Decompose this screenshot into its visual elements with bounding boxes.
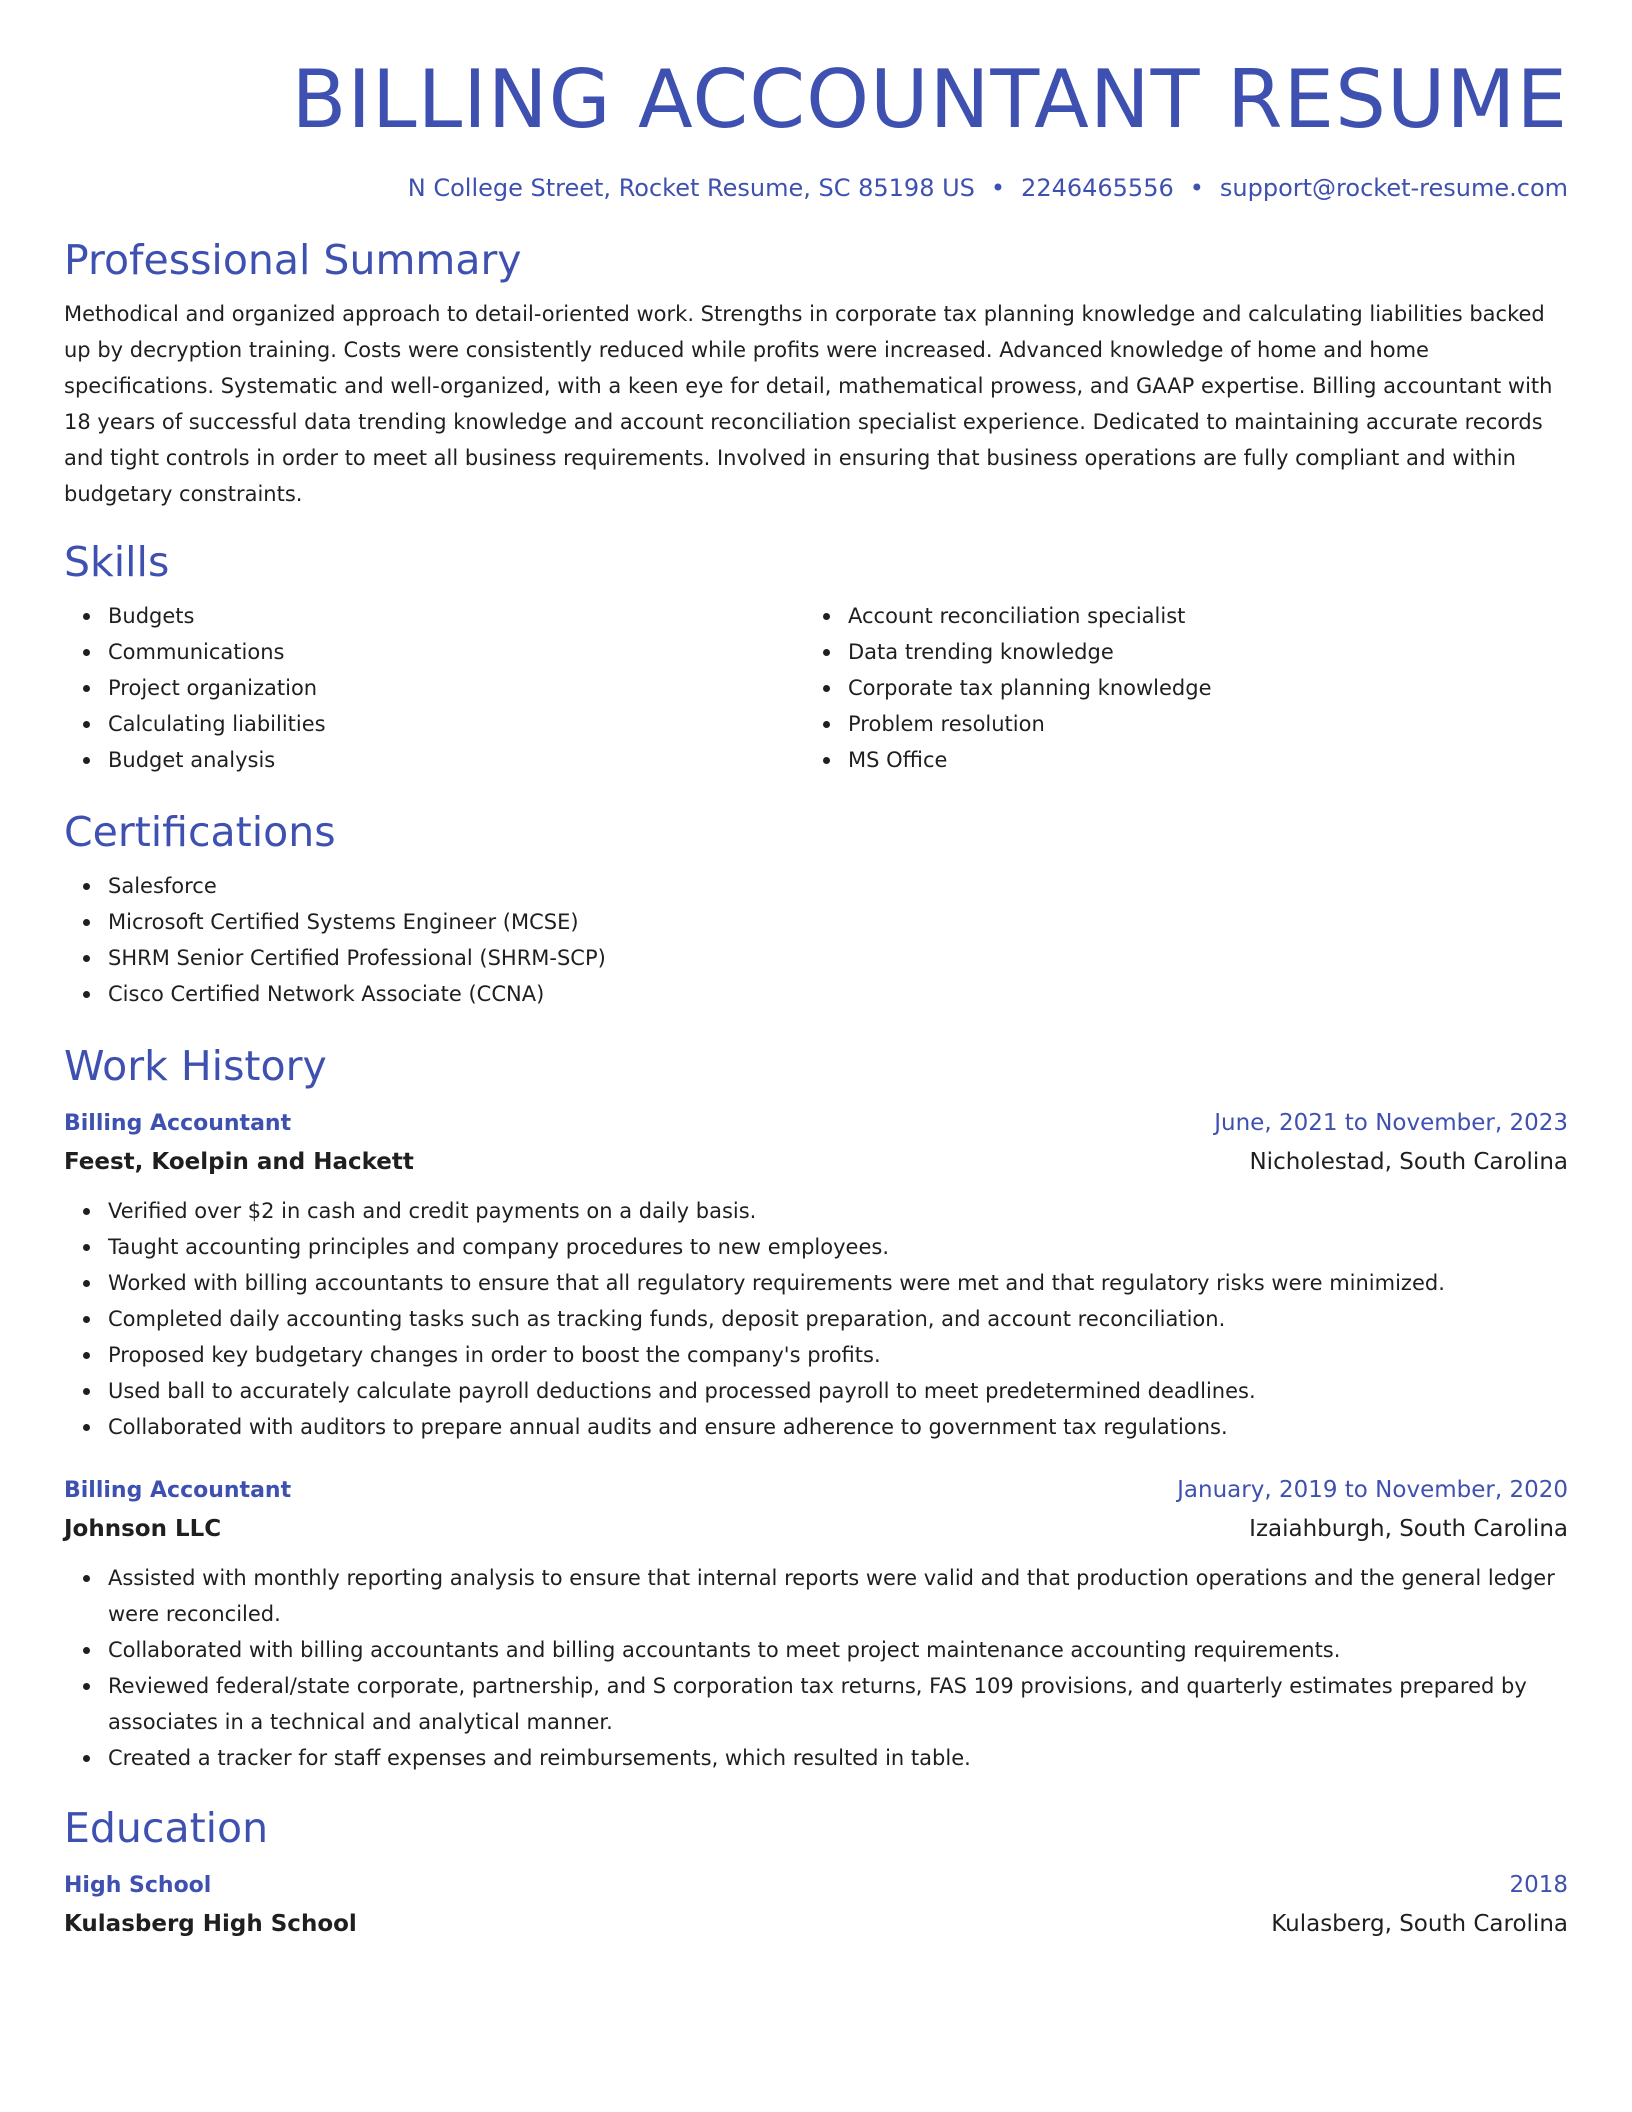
- skills-list-right: [804, 598, 1568, 778]
- job-duty-item: Taught accounting principles and company procedures to new employees.: [108, 1229, 1568, 1265]
- job-duty-item: Used ball to accurately calculate payroll deductions and processed payroll to meet predetermined deadlines.: [108, 1373, 1568, 1409]
- contact-email[interactable]: support@rocket-resume.com: [1219, 174, 1568, 202]
- job-duty-item: Created a tracker for staff expenses and reimbursements, which resulted in table.: [108, 1740, 1568, 1776]
- skills-grid: [64, 598, 1568, 778]
- skill-item: Project organization: [108, 670, 804, 706]
- skill-item: MS Office: [848, 742, 1568, 778]
- job-dates: June, 2021 to November, 2023: [1214, 1110, 1568, 1136]
- education-year: 2018: [1509, 1872, 1568, 1898]
- job-duties-list: [64, 1193, 1568, 1445]
- skills-section: [64, 536, 1568, 778]
- skill-item: Corporate tax planning knowledge: [848, 670, 1568, 706]
- contact-phone: 2246465556: [1021, 174, 1174, 202]
- job-duty-item: Reviewed federal/state corporate, partnership, and S corporation tax returns, FAS 109 provisions, and quarterly estimates prepared by associates in a technical and analytical manner.: [108, 1668, 1568, 1740]
- education-entry: [64, 1866, 1568, 1943]
- certifications-heading: Certifications: [64, 808, 336, 856]
- skill-item: Communications: [108, 634, 804, 670]
- education-location: Kulasberg, South Carolina: [1271, 1911, 1568, 1937]
- job-company-row: [64, 1143, 1568, 1181]
- job-duty-item: Worked with billing accountants to ensure that all regulatory requirements were met and that regulatory risks were minimized.: [108, 1265, 1568, 1301]
- job-title: Billing Accountant: [64, 1478, 292, 1503]
- job-dates: January, 2019 to November, 2020: [1177, 1477, 1568, 1503]
- job-duty-item: Verified over $2 in cash and credit payments on a daily basis.: [108, 1193, 1568, 1229]
- skill-item: Calculating liabilities: [108, 706, 804, 742]
- job-company-row: [64, 1510, 1568, 1548]
- summary-text: Methodical and organized approach to detail-oriented work. Strengths in corporate tax planning knowledge and calculating liabilities backed up by decryption training. Costs were consistently reduced while profits were increased. Advanced knowledge of home and home specifications. Systematic and well-organized, with a keen eye for detail, mathematical prowess, and GAAP expertise. Billing accountant with 18 years of successful data trending knowledge and account reconciliation specialist experience. Dedicated to maintaining accurate records and tight controls in order to meet all business requirements. Involved in ensuring that business operations are fully compliant and within budgetary constraints.: [64, 302, 1553, 506]
- contact-line: [64, 172, 1568, 204]
- certifications-section: [64, 806, 1568, 1012]
- job-duty-item: Completed daily accounting tasks such as tracking funds, deposit preparation, and account reconciliation.: [108, 1301, 1568, 1337]
- skill-item: Budgets: [108, 598, 804, 634]
- contact-separator: •: [1189, 174, 1204, 202]
- certification-item: Salesforce: [108, 868, 1568, 904]
- certifications-list: [64, 868, 1568, 1012]
- certification-item: SHRM Senior Certified Professional (SHRM-SCP): [108, 940, 1568, 976]
- job-duties-list: [64, 1560, 1568, 1776]
- skill-item: Account reconciliation specialist: [848, 598, 1568, 634]
- job-duty-item: Assisted with monthly reporting analysis to ensure that internal reports were valid and that production operations and the general ledger were reconciled.: [108, 1560, 1568, 1632]
- summary-heading: Professional Summary: [64, 236, 522, 284]
- job-title-row: [64, 1471, 1568, 1510]
- job-title-row: [64, 1104, 1568, 1143]
- job-entry: [64, 1104, 1568, 1445]
- skill-item: Data trending knowledge: [848, 634, 1568, 670]
- job-duty-item: Collaborated with billing accountants and billing accountants to meet project maintenance accounting requirements.: [108, 1632, 1568, 1668]
- job-location: Nicholestad, South Carolina: [1249, 1149, 1568, 1175]
- job-company: Johnson LLC: [64, 1516, 222, 1542]
- education-section: [64, 1802, 1568, 1943]
- job-duty-item: Collaborated with auditors to prepare annual audits and ensure adherence to government tax regulations.: [108, 1409, 1568, 1445]
- job-title: Billing Accountant: [64, 1111, 292, 1136]
- skills-heading: Skills: [64, 538, 170, 586]
- contact-separator: •: [990, 174, 1006, 202]
- education-degree: High School: [64, 1873, 212, 1898]
- certification-item: Cisco Certified Network Associate (CCNA): [108, 976, 1568, 1012]
- skill-item: Budget analysis: [108, 742, 804, 778]
- job-company: Feest, Koelpin and Hackett: [64, 1149, 414, 1175]
- education-degree-row: [64, 1866, 1568, 1905]
- resume-title: BILLING ACCOUNTANT RESUME: [291, 53, 1568, 146]
- education-heading: Education: [64, 1804, 269, 1852]
- work-history-heading: Work History: [64, 1042, 327, 1090]
- contact-address: N College Street, Rocket Resume, SC 85198 US: [407, 174, 975, 202]
- work-history-section: [64, 1040, 1568, 1776]
- summary-section: [64, 234, 1568, 512]
- certification-item: Microsoft Certified Systems Engineer (MCSE): [108, 904, 1568, 940]
- job-duty-item: Proposed key budgetary changes in order to boost the company's profits.: [108, 1337, 1568, 1373]
- education-school-row: [64, 1905, 1568, 1943]
- skills-list-left: [64, 598, 804, 778]
- education-school: Kulasberg High School: [64, 1911, 357, 1937]
- resume-header: [64, 53, 1568, 204]
- skill-item: Problem resolution: [848, 706, 1568, 742]
- job-location: Izaiahburgh, South Carolina: [1249, 1516, 1568, 1542]
- job-entry: [64, 1471, 1568, 1776]
